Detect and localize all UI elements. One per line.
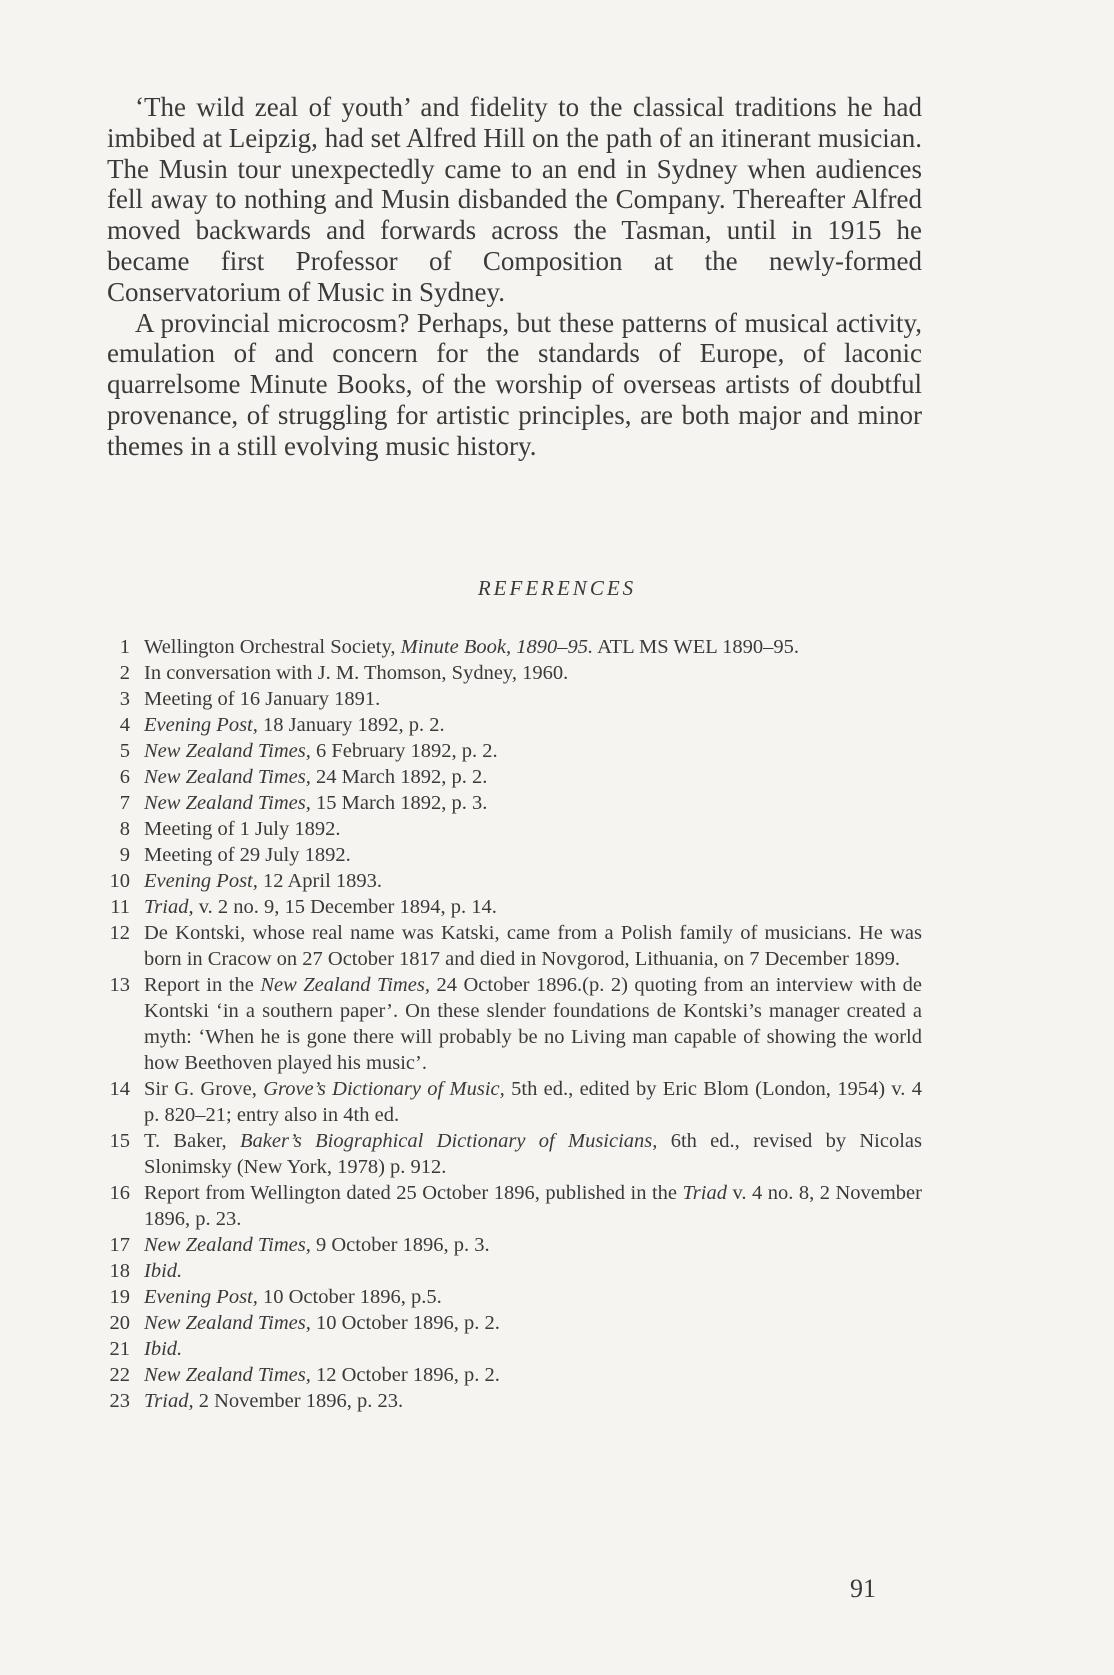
reference-number: 14 — [109, 1078, 130, 1100]
reference-number: 13 — [109, 974, 130, 996]
reference-title: Triad — [682, 1182, 727, 1204]
reference-text: Sir G. Grove, — [144, 1078, 264, 1100]
reference-title: Ibid. — [144, 1260, 183, 1282]
reference-item — [100, 1310, 922, 1336]
reference-item — [100, 660, 922, 686]
reference-number: 20 — [109, 1312, 130, 1334]
reference-title: New Zealand Times, — [144, 1312, 311, 1334]
reference-text: Report in the — [144, 974, 261, 996]
reference-item — [100, 1076, 922, 1128]
reference-text: Meeting of 1 July 1892. — [144, 818, 341, 840]
reference-text: 2 November 1896, p. 23. — [193, 1390, 404, 1412]
page-number: 91 — [850, 1574, 876, 1603]
reference-item — [100, 738, 922, 764]
reference-item — [100, 1388, 922, 1414]
reference-text: T. Baker, — [144, 1130, 240, 1152]
reference-title: New Zealand Times, — [144, 1364, 311, 1386]
references-heading: REFERENCES — [477, 576, 637, 600]
reference-item — [100, 842, 922, 868]
reference-item — [100, 1258, 922, 1284]
reference-item — [100, 894, 922, 920]
reference-title: New Zealand Times, — [260, 974, 430, 996]
reference-title: Triad, — [144, 1390, 194, 1412]
reference-text: 6 February 1892, p. 2. — [310, 740, 498, 762]
reference-title: New Zealand Times, — [144, 740, 311, 762]
reference-item — [100, 1336, 922, 1362]
reference-title: Triad, — [144, 896, 194, 918]
reference-text: 12 October 1896, p. 2. — [310, 1364, 500, 1386]
reference-text: 5th ed., edited by Eric Blom (London, 1954) v. 4 p. 820–21; entry also in 4th ed. — [144, 1078, 922, 1126]
reference-text: 18 January 1892, p. 2. — [257, 714, 445, 736]
reference-text: Wellington Orchestral Society, — [144, 636, 401, 658]
reference-text: 24 March 1892, p. 2. — [310, 766, 488, 788]
reference-number: 12 — [109, 922, 130, 944]
reference-item — [100, 686, 922, 712]
reference-text: De Kontski, whose real name was Katski, came from a Polish family of musicians. He was born in Cracow on 27 October 1817 and died in Novgorod, Lithuania, on 7 December 1899. — [144, 922, 922, 970]
reference-text: v. 4 no. 8, 2 November 1896, p. 23. — [144, 1182, 922, 1230]
reference-number: 4 — [119, 714, 130, 736]
paragraph-1: ‘The wild zeal of youth’ and fidelity to the classical traditions he had imbibed at Leipzig, had set Alfred Hill on the path of an itinerant musician. The Musin tour unexpectedly came to an end in Sydney when audiences fell away to nothing and Musin disbanded the Company. Thereafter Alfred moved backwards and forwards across the Tasman, until in 1915 he became first Professor of Composition at the newly-formed Conservatorium of Music in Sydney. — [107, 92, 922, 307]
reference-title: Evening Post, — [144, 714, 258, 736]
reference-number: 23 — [109, 1390, 130, 1412]
reference-title: Ibid. — [144, 1338, 183, 1360]
reference-number: 7 — [119, 792, 130, 814]
reference-item — [100, 868, 922, 894]
reference-item — [100, 972, 922, 1076]
reference-title: Evening Post, — [144, 1286, 258, 1308]
reference-item — [100, 1362, 922, 1388]
reference-number: 18 — [109, 1260, 130, 1282]
reference-number: 11 — [110, 896, 130, 918]
reference-text: 10 October 1896, p. 2. — [310, 1312, 500, 1334]
reference-text: In conversation with J. M. Thomson, Sydney, 1960. — [144, 662, 569, 684]
reference-number: 6 — [119, 766, 130, 788]
reference-item — [100, 790, 922, 816]
reference-text: 12 April 1893. — [257, 870, 383, 892]
reference-title: Minute Book, 1890–95. — [400, 636, 594, 658]
reference-item — [100, 634, 922, 660]
reference-title: New Zealand Times, — [144, 766, 311, 788]
reference-number: 9 — [119, 844, 130, 866]
reference-text: Report from Wellington dated 25 October 1896, published in the — [144, 1182, 683, 1204]
reference-item — [100, 1128, 922, 1180]
reference-title: Baker’s Biographical Dictionary of Musicians, — [239, 1130, 658, 1152]
paragraph-2: A provincial microcosm? Perhaps, but these patterns of musical activity, emulation of and concern for the standards of Europe, of laconic quarrelsome Minute Books, of the worship of overseas artists of doubtful provenance, of struggling for artistic principles, are both major and minor themes in a still evolving music history. — [107, 307, 922, 461]
reference-text: 15 March 1892, p. 3. — [310, 792, 488, 814]
reference-number: 22 — [109, 1364, 130, 1386]
reference-number: 15 — [109, 1130, 130, 1152]
reference-text: 6th ed., revised by Nicolas Slonimsky (New York, 1978) p. 912. — [144, 1130, 922, 1178]
reference-number: 3 — [119, 688, 130, 710]
reference-number: 21 — [109, 1338, 130, 1360]
reference-number: 1 — [119, 636, 130, 658]
reference-text: Meeting of 29 July 1892. — [144, 844, 351, 866]
reference-number: 8 — [119, 818, 130, 840]
reference-number: 17 — [109, 1234, 130, 1256]
reference-title: New Zealand Times, — [144, 1234, 311, 1256]
reference-item — [100, 1284, 922, 1310]
reference-number: 5 — [119, 740, 130, 762]
reference-number: 2 — [119, 662, 130, 684]
reference-text: 9 October 1896, p. 3. — [310, 1234, 490, 1256]
reference-title: New Zealand Times, — [144, 792, 311, 814]
reference-title: Evening Post, — [144, 870, 258, 892]
reference-text: Meeting of 16 January 1891. — [144, 688, 381, 710]
reference-text: v. 2 no. 9, 15 December 1894, p. 14. — [193, 896, 497, 918]
reference-text: 24 October 1896.(p. 2) quoting from an interview with de Kontski ‘in a southern paper’. On these slender foundations de Kontski’s manager created a myth: ‘When he is gone there will probably be no Living man capable of showing the world how Beethoven played his music’. — [144, 974, 922, 1074]
reference-item — [100, 1232, 922, 1258]
reference-text: 10 October 1896, p.5. — [257, 1286, 442, 1308]
reference-title: Grove’s Dictionary of Music, — [263, 1078, 505, 1100]
reference-number: 19 — [109, 1286, 130, 1308]
reference-item — [100, 816, 922, 842]
reference-item — [100, 712, 922, 738]
reference-item — [100, 1180, 922, 1232]
reference-item — [100, 920, 922, 972]
reference-text: ATL MS WEL 1890–95. — [593, 636, 800, 658]
reference-number: 10 — [109, 870, 130, 892]
body-text — [107, 92, 922, 462]
references-list — [100, 634, 922, 1414]
reference-number: 16 — [109, 1182, 130, 1204]
reference-item — [100, 764, 922, 790]
